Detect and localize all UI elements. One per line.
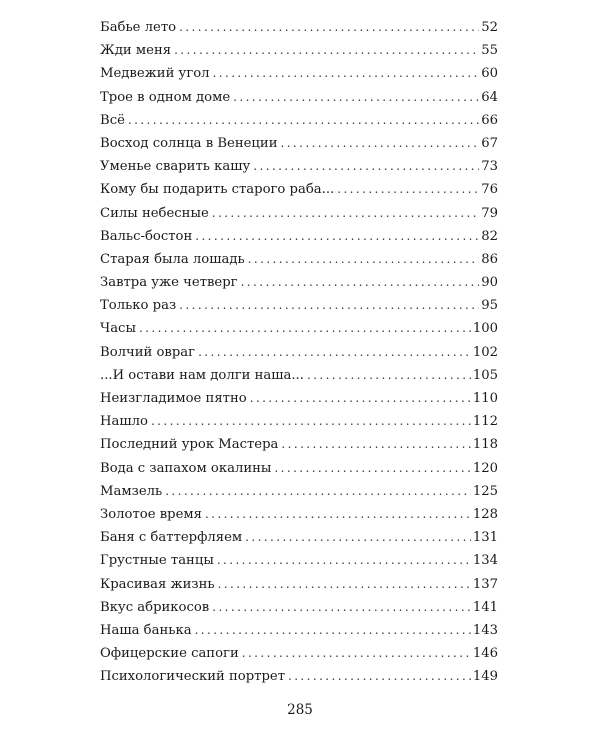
toc-dot-leader (217, 549, 471, 572)
toc-entry-title: Уменье сварить кашу (100, 159, 251, 175)
toc-entry (100, 86, 498, 109)
table-of-contents (100, 16, 498, 688)
toc-entry-page: 95 (481, 298, 498, 314)
toc-entry (100, 457, 498, 480)
toc-entry (100, 526, 498, 549)
toc-dot-leader (139, 317, 471, 340)
toc-entry-page: 100 (472, 321, 498, 337)
toc-entry-title: Грустные танцы (100, 553, 214, 569)
toc-entry (100, 387, 498, 410)
toc-entry (100, 271, 498, 294)
toc-entry (100, 596, 498, 619)
toc-entry-page: 67 (481, 135, 498, 151)
toc-entry-title: Нашло (100, 414, 148, 430)
toc-entry (100, 178, 498, 201)
toc-entry (100, 480, 498, 503)
toc-dot-leader (128, 109, 479, 132)
toc-entry (100, 573, 498, 596)
toc-entry (100, 665, 498, 688)
toc-dot-leader (241, 271, 480, 294)
toc-entry-title: Золотое время (100, 506, 202, 522)
toc-dot-leader (174, 39, 479, 62)
toc-entry-title: Кому бы подарить старого раба... (100, 182, 335, 198)
toc-entry-title: Офицерские сапоги (100, 646, 239, 662)
toc-entry (100, 619, 498, 642)
toc-entry (100, 248, 498, 271)
toc-entry (100, 16, 498, 39)
toc-dot-leader (179, 294, 479, 317)
toc-entry-title: Красивая жизнь (100, 576, 215, 592)
toc-entry-page: 128 (472, 506, 498, 522)
toc-dot-leader (307, 364, 471, 387)
toc-entry-page: 64 (481, 89, 498, 105)
toc-entry (100, 155, 498, 178)
toc-entry (100, 549, 498, 572)
toc-entry (100, 202, 498, 225)
toc-entry-title: Бабье лето (100, 20, 177, 35)
toc-entry-title: Наша банька (100, 622, 192, 638)
toc-entry (100, 109, 498, 132)
toc-dot-leader (165, 480, 471, 503)
toc-entry-page: 102 (472, 344, 498, 360)
toc-entry-page: 110 (472, 391, 498, 406)
toc-dot-leader (248, 248, 480, 271)
toc-entry-page: 105 (472, 367, 498, 383)
toc-dot-leader (212, 596, 471, 619)
toc-entry (100, 364, 498, 387)
toc-entry-title: Старая была лошадь (100, 251, 245, 267)
toc-dot-leader (195, 225, 479, 248)
toc-dot-leader (205, 503, 471, 526)
toc-dot-leader (212, 202, 479, 225)
toc-dot-leader (281, 132, 480, 155)
page-number: 285 (287, 702, 313, 718)
toc-entry-title: Всё (100, 112, 125, 128)
toc-entry-title: Последний урок Мастера (100, 437, 279, 453)
toc-entry-title: Волчий овраг (100, 344, 196, 360)
toc-entry-page: 131 (472, 530, 498, 546)
toc-entry-page: 55 (481, 43, 498, 59)
toc-entry-page: 76 (481, 182, 498, 198)
toc-entry-page: 146 (472, 646, 498, 662)
toc-entry-title: Вода с запахом окалины (100, 460, 272, 476)
toc-entry-title: ...И остави нам долги наша... (100, 367, 304, 383)
toc-dot-leader (233, 86, 479, 109)
toc-entry-page: 120 (472, 460, 498, 476)
toc-entry-title: Силы небесные (100, 205, 209, 221)
toc-dot-leader (281, 433, 470, 456)
toc-entry-page: 141 (472, 599, 498, 615)
toc-entry-title: Мамзель (100, 483, 163, 499)
toc-entry-page: 79 (481, 205, 498, 221)
toc-entry (100, 225, 498, 248)
toc-dot-leader (250, 387, 471, 410)
toc-entry-title: Только раз (100, 298, 177, 314)
toc-dot-leader (245, 526, 471, 549)
toc-entry-title: Трое в одном доме (100, 89, 231, 105)
toc-dot-leader (253, 155, 479, 178)
toc-entry-title: Медвежий угол (100, 66, 210, 82)
toc-entry-title: Вкус абрикосов (100, 599, 210, 615)
toc-entry (100, 294, 498, 317)
toc-entry-page: 112 (472, 414, 498, 430)
toc-entry-page: 86 (481, 251, 498, 267)
toc-entry-page: 125 (472, 483, 498, 499)
toc-dot-leader (198, 341, 471, 364)
toc-entry-page: 143 (472, 622, 498, 638)
toc-entry-title: Восход солнца в Венеции (100, 135, 278, 151)
toc-entry (100, 132, 498, 155)
toc-entry (100, 503, 498, 526)
toc-entry-title: Часы (100, 321, 136, 337)
toc-entry-title: Завтра уже четверг (100, 275, 238, 291)
toc-entry-page: 52 (481, 20, 498, 35)
toc-entry-page: 149 (472, 669, 498, 685)
toc-entry-title: Жди меня (100, 43, 172, 59)
toc-dot-leader (337, 178, 479, 201)
toc-dot-leader (274, 457, 470, 480)
toc-dot-leader (195, 619, 471, 642)
toc-entry-title: Вальс-бостон (100, 228, 193, 244)
toc-entry-page: 60 (481, 66, 498, 82)
toc-entry-page: 73 (481, 159, 498, 175)
toc-dot-leader (179, 16, 479, 39)
toc-entry-page: 134 (472, 553, 498, 569)
toc-entry-page: 66 (481, 112, 498, 128)
toc-entry-title: Психологический портрет (100, 669, 285, 685)
toc-entry-page: 90 (481, 275, 498, 291)
toc-entry (100, 39, 498, 62)
toc-entry-page: 82 (481, 228, 498, 244)
toc-entry-title: Неизгладимое пятно (100, 391, 247, 406)
toc-entry (100, 433, 498, 456)
toc-dot-leader (213, 62, 480, 85)
toc-entry-title: Баня с баттерфляем (100, 530, 243, 546)
toc-dot-leader (288, 665, 471, 688)
toc-entry (100, 62, 498, 85)
toc-entry (100, 317, 498, 340)
toc-entry (100, 410, 498, 433)
toc-entry-page: 118 (472, 437, 498, 453)
toc-dot-leader (218, 573, 471, 596)
toc-dot-leader (242, 642, 471, 665)
toc-dot-leader (151, 410, 471, 433)
toc-entry (100, 642, 498, 665)
toc-entry (100, 341, 498, 364)
toc-entry-page: 137 (472, 576, 498, 592)
